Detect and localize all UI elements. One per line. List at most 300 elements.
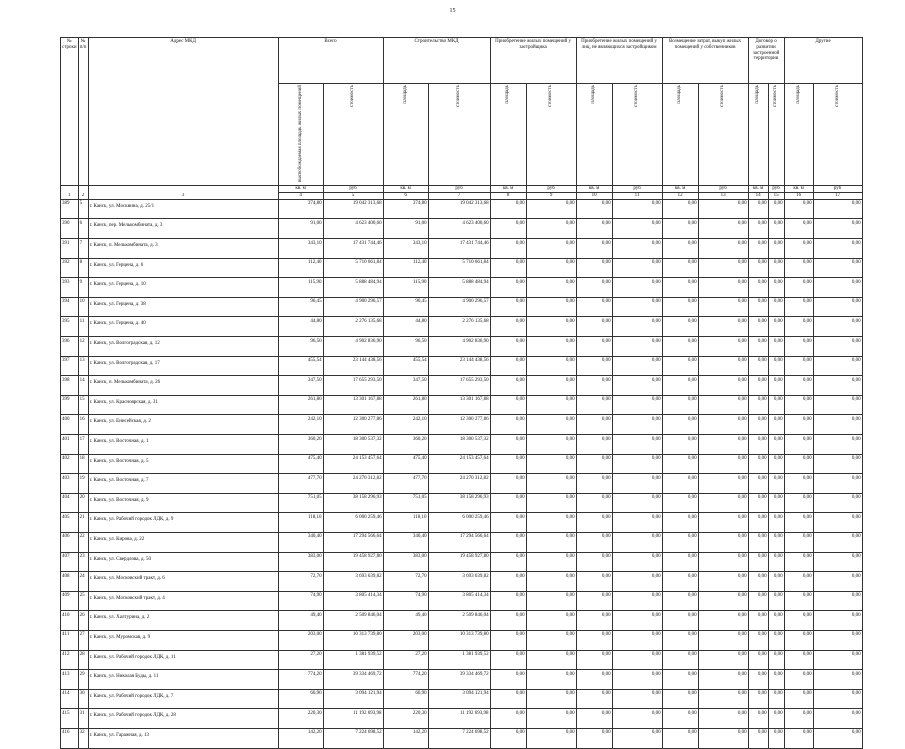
value-cell: 18 300 537,32 — [323, 435, 383, 455]
value-cell: 1 381 939,52 — [428, 650, 490, 670]
value-cell: 0,00 — [662, 630, 698, 650]
value-cell: 0,00 — [662, 258, 698, 278]
value-cell: 0,00 — [490, 728, 526, 748]
value-cell: 0,00 — [526, 572, 576, 592]
value-cell: 0,00 — [526, 611, 576, 631]
row-number: 416 — [61, 728, 79, 748]
value-cell: 0,00 — [768, 630, 784, 650]
value-cell: 0,00 — [768, 532, 784, 552]
value-cell: 0,00 — [748, 591, 768, 611]
value-cell: 0,00 — [748, 532, 768, 552]
value-cell: 0,00 — [662, 337, 698, 357]
value-cell: 74,90 — [278, 591, 323, 611]
value-cell: 0,00 — [576, 415, 612, 435]
table-row — [61, 552, 863, 572]
value-cell: 10 313 739,80 — [428, 630, 490, 650]
value-cell: 0,00 — [768, 591, 784, 611]
value-cell: 0,00 — [748, 415, 768, 435]
value-cell: 0,00 — [748, 258, 768, 278]
value-cell: 0,00 — [748, 689, 768, 709]
value-cell: 0,00 — [748, 356, 768, 376]
value-cell: 0,00 — [698, 219, 748, 239]
value-cell: 0,00 — [576, 219, 612, 239]
subheader-cost: стоимость — [526, 84, 576, 186]
value-cell: 0,00 — [576, 474, 612, 494]
value-cell: 0,00 — [490, 454, 526, 474]
value-cell: 0,00 — [612, 670, 662, 690]
address-cell: г. Канск, ул. Волгоградская, д. 17 — [88, 356, 278, 376]
value-cell: 118,10 — [383, 513, 428, 533]
value-cell: 0,00 — [768, 709, 784, 729]
value-cell: 11 192 693,98 — [428, 709, 490, 729]
unit-label: кв. м — [490, 185, 526, 192]
value-cell: 0,00 — [813, 513, 862, 533]
value-cell: 0,00 — [784, 297, 813, 317]
table-row — [61, 611, 863, 631]
value-cell: 0,00 — [526, 219, 576, 239]
value-cell: 2 276 135,68 — [323, 317, 383, 337]
pp-number: 14 — [78, 376, 88, 396]
value-cell: 0,00 — [526, 278, 576, 298]
pp-number: 21 — [78, 513, 88, 533]
value-cell: 96,45 — [383, 297, 428, 317]
value-cell: 0,00 — [768, 552, 784, 572]
value-cell: 0,00 — [576, 650, 612, 670]
value-cell: 96,50 — [383, 337, 428, 357]
value-cell: 39 334 469,72 — [428, 670, 490, 690]
address-cell: г. Канск, ул. Волгоградская, д. 12 — [88, 337, 278, 357]
pp-number: 13 — [78, 356, 88, 376]
value-cell: 0,00 — [784, 728, 813, 748]
value-cell: 0,00 — [813, 611, 862, 631]
value-cell: 0,00 — [612, 376, 662, 396]
value-cell: 2 276 135,68 — [428, 317, 490, 337]
value-cell: 0,00 — [813, 356, 862, 376]
value-cell: 774,20 — [383, 670, 428, 690]
value-cell: 0,00 — [784, 219, 813, 239]
value-cell: 0,00 — [698, 709, 748, 729]
value-cell: 0,00 — [576, 513, 612, 533]
row-number: 415 — [61, 709, 79, 729]
address-cell: г. Канск, ул. Гаражная, д. 13 — [88, 728, 278, 748]
unit-label: руб — [768, 185, 784, 192]
value-cell: 0,00 — [784, 317, 813, 337]
value-cell: 0,00 — [576, 297, 612, 317]
address-cell: г. Канск, ул. Рабочий городок ЛДК, д. 28 — [88, 709, 278, 729]
value-cell: 0,00 — [576, 591, 612, 611]
address-cell: г. Канск, ул. Рабочий городок ЛДК, д. 11 — [88, 650, 278, 670]
address-cell: г. Канск, ул. Халтурина, д. 2 — [88, 611, 278, 631]
value-cell: 3 805 414,34 — [323, 591, 383, 611]
value-cell: 0,00 — [526, 670, 576, 690]
value-cell: 0,00 — [813, 532, 862, 552]
table-row — [61, 493, 863, 513]
value-cell: 0,00 — [526, 650, 576, 670]
value-cell: 2 509 846,04 — [428, 611, 490, 631]
value-cell: 0,00 — [813, 278, 862, 298]
value-cell: 0,00 — [784, 258, 813, 278]
header-pp-no: № п/п — [78, 38, 88, 186]
value-cell: 0,00 — [612, 395, 662, 415]
column-number: 11 — [612, 192, 662, 199]
value-cell: 0,00 — [784, 337, 813, 357]
value-cell: 27,20 — [383, 650, 428, 670]
value-cell: 0,00 — [698, 454, 748, 474]
header-address: Адрес МКД — [88, 38, 278, 186]
value-cell: 383,00 — [278, 552, 323, 572]
value-cell: 0,00 — [698, 278, 748, 298]
value-cell: 0,00 — [526, 239, 576, 259]
value-cell: 0,00 — [698, 239, 748, 259]
value-cell: 91,00 — [383, 219, 428, 239]
value-cell: 0,00 — [784, 493, 813, 513]
pp-number: 11 — [78, 317, 88, 337]
column-number: 4 — [278, 192, 323, 199]
value-cell: 60,90 — [383, 689, 428, 709]
value-cell: 3 693 639,82 — [323, 572, 383, 592]
value-cell: 0,00 — [612, 513, 662, 533]
address-cell: г. Канск, ул. Московский тракт, д. 4 — [88, 591, 278, 611]
value-cell: 0,00 — [768, 239, 784, 259]
value-cell: 0,00 — [768, 670, 784, 690]
value-cell: 5 888 484,94 — [428, 278, 490, 298]
row-number: 401 — [61, 435, 79, 455]
value-cell: 0,00 — [784, 572, 813, 592]
value-cell: 0,00 — [576, 728, 612, 748]
subheader-area: площадь — [490, 84, 526, 186]
value-cell: 0,00 — [576, 611, 612, 631]
value-cell: 0,00 — [612, 258, 662, 278]
value-cell: 0,00 — [748, 454, 768, 474]
value-cell: 0,00 — [748, 630, 768, 650]
value-cell: 0,00 — [748, 219, 768, 239]
value-cell: 0,00 — [813, 454, 862, 474]
value-cell: 10 313 739,80 — [323, 630, 383, 650]
value-cell: 0,00 — [813, 650, 862, 670]
row-number: 406 — [61, 532, 79, 552]
column-number: 9 — [526, 192, 576, 199]
value-cell: 142,20 — [278, 728, 323, 748]
value-cell: 347,50 — [278, 376, 323, 396]
value-cell: 0,00 — [526, 532, 576, 552]
value-cell: 0,00 — [813, 709, 862, 729]
value-cell: 477,70 — [278, 474, 323, 494]
value-cell: 0,00 — [576, 572, 612, 592]
table-row — [61, 650, 863, 670]
value-cell: 0,00 — [768, 278, 784, 298]
column-number: 7 — [428, 192, 490, 199]
value-cell: 340,40 — [383, 532, 428, 552]
value-cell: 0,00 — [662, 219, 698, 239]
value-cell: 0,00 — [612, 317, 662, 337]
value-cell: 0,00 — [490, 395, 526, 415]
value-cell: 0,00 — [526, 258, 576, 278]
value-cell: 0,00 — [748, 474, 768, 494]
value-cell: 0,00 — [698, 572, 748, 592]
value-cell: 0,00 — [662, 278, 698, 298]
value-cell: 0,00 — [662, 395, 698, 415]
value-cell: 3 693 639,82 — [428, 572, 490, 592]
address-cell: г. Канск, ул. Свердлова, д. 50 — [88, 552, 278, 572]
value-cell: 0,00 — [748, 376, 768, 396]
unit-label: кв. м — [383, 185, 428, 192]
value-cell: 0,00 — [490, 258, 526, 278]
row-number: 413 — [61, 670, 79, 690]
pp-number: 30 — [78, 689, 88, 709]
address-cell: г. Канск, пер. Мелькомбината, д. 3 — [88, 219, 278, 239]
row-number: 397 — [61, 356, 79, 376]
table-row — [61, 689, 863, 709]
value-cell: 477,70 — [383, 474, 428, 494]
table-body — [61, 199, 863, 748]
value-cell: 0,00 — [698, 297, 748, 317]
value-cell: 0,00 — [813, 219, 862, 239]
address-cell: г. Канск, ул. Николая Буды, д. 11 — [88, 670, 278, 690]
value-cell: 0,00 — [784, 630, 813, 650]
unit-label: руб — [612, 185, 662, 192]
value-cell: 0,00 — [748, 493, 768, 513]
value-cell: 3 094 121,94 — [428, 689, 490, 709]
value-cell: 343,10 — [383, 239, 428, 259]
header-purchase-builder: Приобретение жилых помещений у застройщика — [490, 38, 576, 84]
value-cell: 23 144 438,56 — [428, 356, 490, 376]
value-cell: 0,00 — [768, 493, 784, 513]
value-cell: 0,00 — [813, 376, 862, 396]
value-cell: 0,00 — [612, 239, 662, 259]
table-row — [61, 278, 863, 298]
value-cell: 774,20 — [278, 670, 323, 690]
address-cell: г. Канск, ул. Восточная, д. 9 — [88, 493, 278, 513]
subheader-area: площадь — [383, 84, 428, 186]
value-cell: 0,00 — [748, 337, 768, 357]
value-cell: 0,00 — [490, 630, 526, 650]
pp-number: 28 — [78, 650, 88, 670]
value-cell: 0,00 — [490, 572, 526, 592]
value-cell: 0,00 — [768, 297, 784, 317]
value-cell: 0,00 — [748, 513, 768, 533]
value-cell: 72,70 — [383, 572, 428, 592]
value-cell: 0,00 — [662, 591, 698, 611]
value-cell: 0,00 — [526, 435, 576, 455]
unit-label: кв. м — [278, 185, 323, 192]
value-cell: 0,00 — [813, 239, 862, 259]
value-cell: 0,00 — [662, 709, 698, 729]
mkd-table — [60, 37, 863, 749]
value-cell: 0,00 — [612, 297, 662, 317]
value-cell: 0,00 — [526, 513, 576, 533]
value-cell: 0,00 — [813, 630, 862, 650]
table-row — [61, 317, 863, 337]
value-cell: 1 381 939,52 — [323, 650, 383, 670]
row-number: 395 — [61, 317, 79, 337]
table-row — [61, 513, 863, 533]
value-cell: 0,00 — [490, 493, 526, 513]
value-cell: 0,00 — [490, 199, 526, 219]
value-cell: 0,00 — [576, 532, 612, 552]
value-cell: 0,00 — [813, 199, 862, 219]
value-cell: 142,20 — [383, 728, 428, 748]
row-number: 407 — [61, 552, 79, 572]
value-cell: 0,00 — [662, 572, 698, 592]
header-compensation: Возмещение затрат, выкуп жилых помещений у собственников — [662, 38, 748, 84]
value-cell: 0,00 — [526, 552, 576, 572]
value-cell: 44,80 — [278, 317, 323, 337]
value-cell: 13 301 167,88 — [323, 395, 383, 415]
value-cell: 0,00 — [526, 630, 576, 650]
page-number: 15 — [449, 8, 456, 14]
value-cell: 0,00 — [612, 689, 662, 709]
address-cell: г. Канск, ул. Красноярская, д. 31 — [88, 395, 278, 415]
header-other: Другие — [784, 38, 862, 84]
pp-number: 22 — [78, 532, 88, 552]
value-cell: 0,00 — [526, 728, 576, 748]
value-cell: 0,00 — [526, 474, 576, 494]
value-cell: 360,20 — [278, 435, 323, 455]
value-cell: 0,00 — [526, 689, 576, 709]
value-cell: 0,00 — [698, 474, 748, 494]
value-cell: 0,00 — [768, 650, 784, 670]
value-cell: 0,00 — [612, 493, 662, 513]
header-purchase-not-builder: Приобретение жилых помещений у лиц, не являющихся застройщиком — [576, 38, 662, 84]
pp-number: 19 — [78, 474, 88, 494]
value-cell: 0,00 — [612, 278, 662, 298]
value-cell: 0,00 — [784, 474, 813, 494]
value-cell: 0,00 — [784, 395, 813, 415]
value-cell: 17 294 566,64 — [428, 532, 490, 552]
value-cell: 17 294 566,64 — [323, 532, 383, 552]
subheader-area: площадь — [662, 84, 698, 186]
subheader-area: площадь — [748, 84, 768, 186]
value-cell: 0,00 — [612, 337, 662, 357]
value-cell: 0,00 — [576, 435, 612, 455]
value-cell: 0,00 — [526, 709, 576, 729]
value-cell: 115,90 — [278, 278, 323, 298]
value-cell: 0,00 — [526, 356, 576, 376]
pp-number: 23 — [78, 552, 88, 572]
row-number: 414 — [61, 689, 79, 709]
value-cell: 0,00 — [662, 513, 698, 533]
value-cell: 0,00 — [662, 454, 698, 474]
value-cell: 112,40 — [383, 258, 428, 278]
value-cell: 96,50 — [278, 337, 323, 357]
row-number: 392 — [61, 258, 79, 278]
row-number: 404 — [61, 493, 79, 513]
value-cell: 220,30 — [383, 709, 428, 729]
value-cell: 0,00 — [490, 552, 526, 572]
value-cell: 751,05 — [278, 493, 323, 513]
value-cell: 0,00 — [576, 199, 612, 219]
value-cell: 0,00 — [813, 474, 862, 494]
value-cell: 0,00 — [698, 376, 748, 396]
value-cell: 0,00 — [526, 317, 576, 337]
value-cell: 0,00 — [576, 317, 612, 337]
value-cell: 3 094 121,94 — [323, 689, 383, 709]
address-cell: г. Канск, ул. Восточная, д. 1 — [88, 435, 278, 455]
value-cell: 44,80 — [383, 317, 428, 337]
value-cell: 0,00 — [768, 689, 784, 709]
value-cell: 0,00 — [813, 415, 862, 435]
value-cell: 0,00 — [768, 376, 784, 396]
value-cell: 24 270 312,82 — [323, 474, 383, 494]
address-cell: г. Канск, ул. Енисейская, д. 2 — [88, 415, 278, 435]
value-cell: 0,00 — [490, 513, 526, 533]
table-row — [61, 376, 863, 396]
unit-label: кв. м — [662, 185, 698, 192]
value-cell: 0,00 — [784, 199, 813, 219]
value-cell: 0,00 — [813, 435, 862, 455]
address-cell: г. Канск, ул. Кирова, д. 22 — [88, 532, 278, 552]
column-number: 10 — [576, 192, 612, 199]
value-cell: 60,90 — [278, 689, 323, 709]
value-cell: 0,00 — [576, 454, 612, 474]
header-total: Всего — [278, 38, 383, 84]
value-cell: 0,00 — [813, 689, 862, 709]
value-cell: 0,00 — [612, 454, 662, 474]
table-row — [61, 435, 863, 455]
table-row — [61, 572, 863, 592]
column-number: 3 — [88, 192, 278, 199]
value-cell: 0,00 — [576, 670, 612, 690]
value-cell: 0,00 — [662, 650, 698, 670]
pp-number: 27 — [78, 630, 88, 650]
subheader-cost: стоимость — [323, 84, 383, 186]
subheader-area-total: высвобождаемая площадь жилых помещений — [278, 84, 323, 186]
value-cell: 0,00 — [813, 728, 862, 748]
value-cell: 0,00 — [813, 317, 862, 337]
value-cell: 0,00 — [748, 297, 768, 317]
value-cell: 0,00 — [813, 493, 862, 513]
unit-label: кв. м — [784, 185, 813, 192]
value-cell: 39 334 469,72 — [323, 670, 383, 690]
row-number: 398 — [61, 376, 79, 396]
column-number: 15 — [768, 192, 784, 199]
row-number: 391 — [61, 239, 79, 259]
row-number: 409 — [61, 591, 79, 611]
value-cell: 0,00 — [748, 239, 768, 259]
value-cell: 0,00 — [698, 513, 748, 533]
address-cell: г. Канск, ул. Герцена, д. 10 — [88, 278, 278, 298]
value-cell: 49,40 — [383, 611, 428, 631]
value-cell: 115,90 — [383, 278, 428, 298]
value-cell: 0,00 — [748, 611, 768, 631]
value-cell: 0,00 — [662, 435, 698, 455]
value-cell: 7 224 698,52 — [428, 728, 490, 748]
pp-number: 7 — [78, 239, 88, 259]
value-cell: 0,00 — [784, 670, 813, 690]
value-cell: 0,00 — [813, 297, 862, 317]
value-cell: 0,00 — [612, 650, 662, 670]
value-cell: 0,00 — [784, 532, 813, 552]
value-cell: 360,20 — [383, 435, 428, 455]
value-cell: 0,00 — [698, 258, 748, 278]
value-cell: 0,00 — [490, 239, 526, 259]
value-cell: 0,00 — [698, 435, 748, 455]
value-cell: 475,40 — [383, 454, 428, 474]
value-cell: 49,40 — [278, 611, 323, 631]
value-cell: 4 623 400,60 — [428, 219, 490, 239]
table-row — [61, 356, 863, 376]
value-cell: 19 042 313,68 — [428, 199, 490, 219]
value-cell: 242,10 — [278, 415, 323, 435]
row-number: 402 — [61, 454, 79, 474]
row-number: 396 — [61, 337, 79, 357]
value-cell: 0,00 — [662, 611, 698, 631]
value-cell: 0,00 — [490, 611, 526, 631]
value-cell: 6 000 259,46 — [323, 513, 383, 533]
value-cell: 374,80 — [278, 199, 323, 219]
subheader-cost: стоимость — [813, 84, 862, 186]
table-row — [61, 532, 863, 552]
